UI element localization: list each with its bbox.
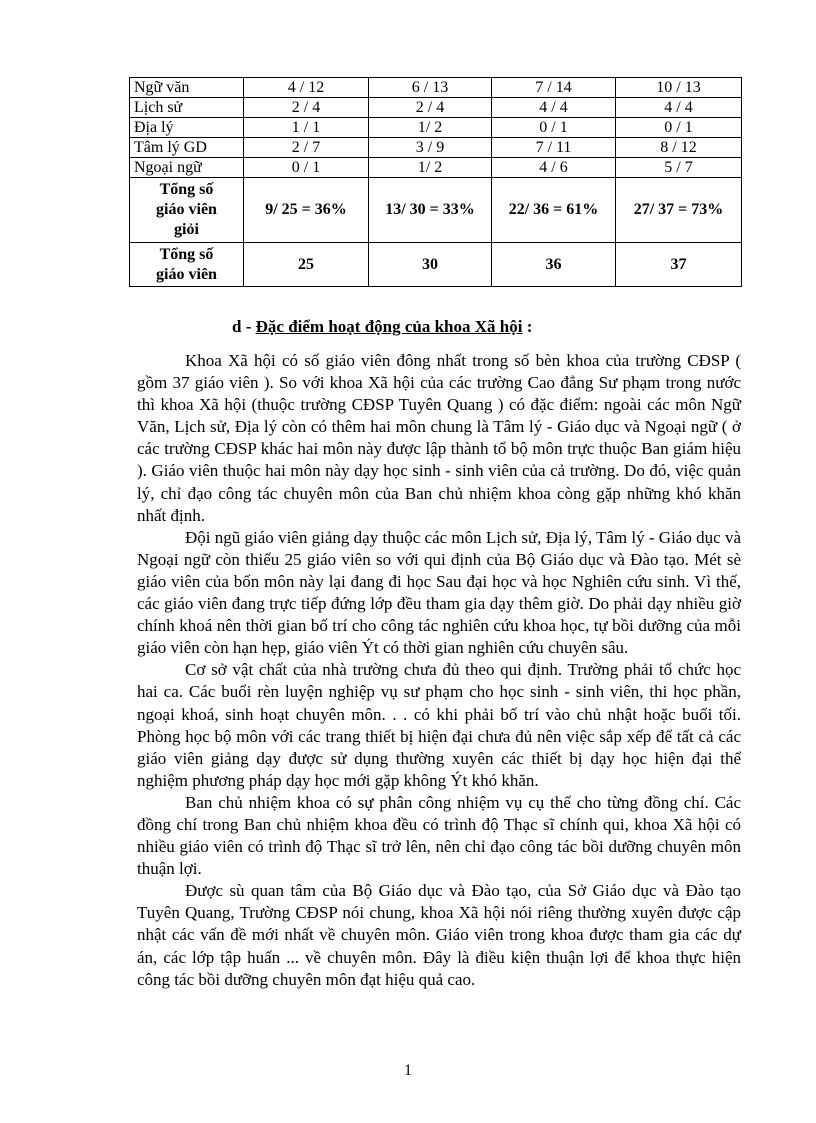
ratio-cell: 10 / 13 (616, 78, 742, 98)
ratio-cell: 7 / 11 (492, 138, 616, 158)
ratio-cell: 6 / 13 (369, 78, 492, 98)
subject-cell: Ngoại ngữ (130, 158, 244, 178)
label-line: Tổng số (159, 245, 214, 263)
ratio-cell: 1 / 1 (244, 118, 369, 138)
table-row (130, 158, 742, 178)
subject-cell: Tâm lý GD (130, 138, 244, 158)
ratio-cell: 1/ 2 (369, 118, 492, 138)
section-heading (232, 317, 532, 337)
ratio-cell: 5 / 7 (616, 158, 742, 178)
total-cell: 25 (244, 243, 369, 287)
section-title: Đặc điểm hoạt động của khoa Xã hội (255, 317, 523, 336)
total-cell: 36 (492, 243, 616, 287)
ratio-cell: 4 / 12 (244, 78, 369, 98)
total-cell: 30 (369, 243, 492, 287)
teacher-statistics-table (129, 77, 742, 287)
section-prefix: d - (232, 317, 256, 336)
paragraph: Ban chủ nhiệm khoa có sự phân công nhiệm vụ cụ thể cho từng đồng chí. Các đồng chí trong Ban chủ nhiệm khoa đều có trình độ Thạc sĩ chính qui, khoa Xã hội có nhiều giáo viên có trình độ Thạc sĩ trở lên, nên chỉ đạo công tác bồi dưỡng chuyên môn thuận lợi. (137, 792, 741, 879)
total-good-teachers-row (130, 178, 742, 243)
label-line: giáo viên (156, 265, 217, 283)
paragraph: Đội ngũ giáo viên giảng dạy thuộc các môn Lịch sử, Địa lý, Tâm lý - Giáo dục và Ngoại ngữ còn thiếu 25 giáo viên so với qui định của Bộ Giáo dục và Đào tạo. Mét sè giáo viên của bốn môn này lại đang đi học Sau đại học và học Nghiên cứu sinh. Vì thế, các giáo viên đang trực tiếp đứng lớp đều tham gia dạy thêm giờ. Do phải dạy nhiều giờ chính khoá nên thời gian bố trí cho công tác nghiên cứu khoa học, tự bồi dưỡng của mỗi giáo viên còn hạn hẹp, giáo viên Ýt có thời gian nghiên cứu chuyên sâu. (137, 527, 741, 658)
section-suffix: : (522, 317, 533, 336)
table-row (130, 78, 742, 98)
ratio-cell: 7 / 14 (492, 78, 616, 98)
ratio-cell: 4 / 6 (492, 158, 616, 178)
label-line: giỏi (174, 221, 199, 238)
percent-cell: 13/ 30 = 33% (369, 178, 492, 243)
subject-cell: Ngữ văn (130, 78, 244, 98)
total-good-label (130, 178, 244, 243)
total-cell: 37 (616, 243, 742, 287)
label-line: giáo viên (156, 201, 217, 218)
paragraph: Khoa Xã hội có số giáo viên đông nhất trong số bèn khoa của trường CĐSP ( gồm 37 giáo viên ). So với khoa Xã hội của các trường Cao đẳng Sư phạm trong nước thì khoa Xã hội (thuộc trường CĐSP Tuyên Quang ) có đặc điểm: ngoài các môn Ngữ Văn, Lịch sử, Địa lý còn có thêm hai môn chung là Tâm lý - Giáo dục và Ngoại ngữ ( ở các trường CĐSP khác hai môn này được lập thành tổ bộ môn trực thuộc Ban giám hiệu ). Giáo viên thuộc hai môn này dạy học sinh - sinh viên của cả trường. Do đó, việc quản lý, chỉ đạo công tác chuyên môn của Ban chủ nhiệm khoa còng gặp những khó khăn nhất định. (137, 351, 741, 525)
body-text (137, 350, 741, 991)
table-row (130, 98, 742, 118)
ratio-cell: 2 / 4 (369, 98, 492, 118)
table-row (130, 118, 742, 138)
paragraph: Cơ sở vật chất của nhà trường chưa đủ theo qui định. Trường phải tổ chức học hai ca. Các buổi rèn luyện nghiệp vụ sư phạm cho học sinh - sinh viên, thi học phần, ngoại khoá, sinh hoạt chuyên môn. . . có khi phải bố trí vào chủ nhật hoặc buổi tối. Phòng học bộ môn với các trang thiết bị hiện đại chưa đủ nên việc sắp xếp để tất cả các giáo viên giảng dạy được sử dụng thường xuyên các thiết bị dạy học hiện đại thể nghiệm phương pháp dạy học mới gặp không Ýt khó khăn. (137, 660, 741, 790)
ratio-cell: 8 / 12 (616, 138, 742, 158)
ratio-cell: 2 / 7 (244, 138, 369, 158)
ratio-cell: 4 / 4 (616, 98, 742, 118)
percent-cell: 9/ 25 = 36% (244, 178, 369, 243)
page-number: 1 (404, 1062, 412, 1079)
percent-cell: 22/ 36 = 61% (492, 178, 616, 243)
ratio-cell: 2 / 4 (244, 98, 369, 118)
ratio-cell: 1/ 2 (369, 158, 492, 178)
ratio-cell: 4 / 4 (492, 98, 616, 118)
subject-cell: Địa lý (130, 118, 244, 138)
total-label (130, 243, 244, 287)
table-row (130, 138, 742, 158)
subject-cell: Lịch sử (130, 98, 244, 118)
ratio-cell: 3 / 9 (369, 138, 492, 158)
ratio-cell: 0 / 1 (616, 118, 742, 138)
percent-cell: 27/ 37 = 73% (616, 178, 742, 243)
ratio-cell: 0 / 1 (244, 158, 369, 178)
paragraph: Được sù quan tâm của Bộ Giáo dục và Đào tạo, của Sở Giáo dục và Đào tạo Tuyên Quang, Trường CĐSP nói chung, khoa Xã hội nói riêng thường xuyên được cập nhật các vấn đề mới nhất về chuyên môn. Giáo viên trong khoa được tham gia các dự án, các lớp tập huấn ... về chuyên môn. Đây là điều kiện thuận lợi để khoa thực hiện công tác bồi dưỡng chuyên môn đạt hiệu quả cao. (137, 881, 741, 989)
ratio-cell: 0 / 1 (492, 118, 616, 138)
total-teachers-row (130, 243, 742, 287)
label-line: Tổng số (159, 181, 214, 198)
